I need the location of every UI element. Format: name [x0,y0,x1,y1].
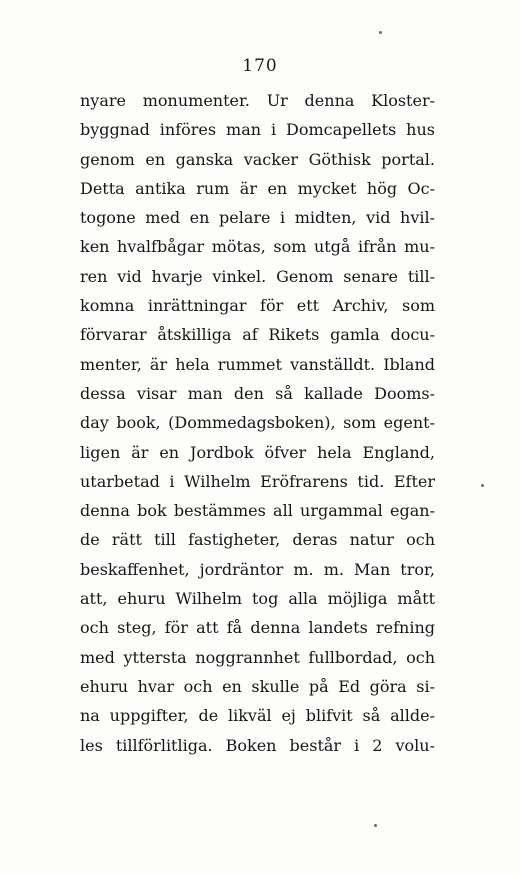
text-line: och steg, för att få denna landets refning [80,618,435,638]
text-line: ken hvalfbågar mötas, som utgå ifrån mu- [80,237,435,257]
paper-speck [374,824,377,827]
text-line: denna bok bestämmes all urgammal egan- [80,501,435,521]
text-line: komna inrättningar för ett Archiv, som [80,296,435,316]
text-line: ren vid hvarje vinkel. Genom senare till- [80,266,435,286]
page-number: 170 [242,56,278,76]
text-line: na uppgifter, de likväl ej blifvit så allde- [80,706,435,726]
text-line: togone med en pelare i midten, vid hvil- [80,208,435,228]
text-line: ehuru hvar och en skulle på Ed göra si- [80,676,435,696]
text-line: beskaffenhet, jordräntor m. m. Man tror, [80,559,435,579]
text-line: menter, är hela rummet vanställdt. Ibland [80,354,435,374]
text-line: genom en ganska vacker Göthisk portal. [80,149,435,169]
text-line: Detta antika rum är en mycket hög Oc- [80,178,435,198]
body-text [80,86,435,760]
text-line: förvarar åtskilliga af Rikets gamla docu- [80,325,435,345]
text-line: ligen är en Jordbok öfver hela England, [80,442,435,462]
text-line: dessa visar man den så kallade Dooms- [80,383,435,403]
text-line: byggnad införes man i Domcapellets hus [80,120,435,140]
paper-speck [379,31,382,34]
text-line: de rätt till fastigheter, deras natur och [80,530,435,550]
text-line: day book, (Dommedagsboken), som egent- [80,413,435,433]
text-line: utarbetad i Wilhelm Eröfrarens tid. Efter [80,471,435,491]
text-line: med yttersta noggrannhet fullbordad, och [80,647,435,667]
text-line: nyare monumenter. Ur denna Kloster- [80,91,435,110]
text-line: att, ehuru Wilhelm tog alla möjliga mått [80,589,435,609]
paper-speck [481,484,484,487]
text-line: les tillförlitliga. Boken består i 2 volu- [80,735,435,755]
